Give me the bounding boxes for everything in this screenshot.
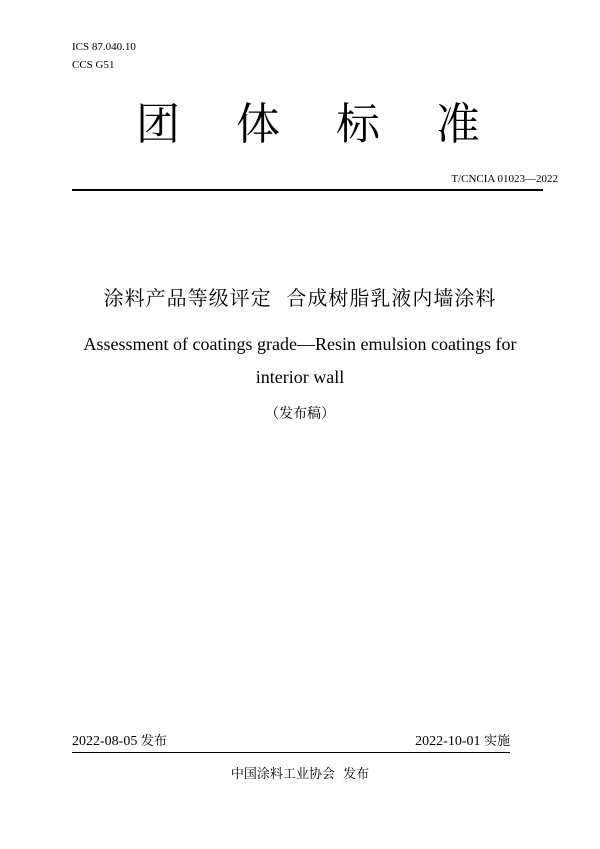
publisher: 中国涂料工业协会 发布 [230,767,370,782]
standard-type-char: 团 [136,99,180,150]
header-divider [72,189,543,191]
implementation-label: 实施 [483,734,510,749]
implementation-date: 2022-10-01 [415,734,481,749]
chinese-title: 涂料产品等级评定 合成树脂乳液内墙涂料 [103,286,497,310]
issue-label: 发布 [140,734,167,749]
issue-date-line [72,733,167,751]
ccs-code: CCS G51 [72,59,115,71]
implementation-date-line [415,733,510,751]
standard-type-char: 标 [336,99,380,150]
standard-type-title [72,98,542,152]
issue-date: 2022-08-05 [72,734,138,749]
standard-number: T/CNCIA 01023—2022 [451,173,558,185]
standard-type-char: 准 [436,99,480,150]
english-title-line-2: interior wall [255,367,345,387]
english-title-line-1: Assessment of coatings grade—Resin emulsion coatings for [83,334,517,354]
draft-status: （发布稿） [265,406,335,422]
standard-type-char: 体 [236,99,280,150]
footer-divider [72,752,510,753]
ics-code: ICS 87.040.10 [72,41,136,53]
